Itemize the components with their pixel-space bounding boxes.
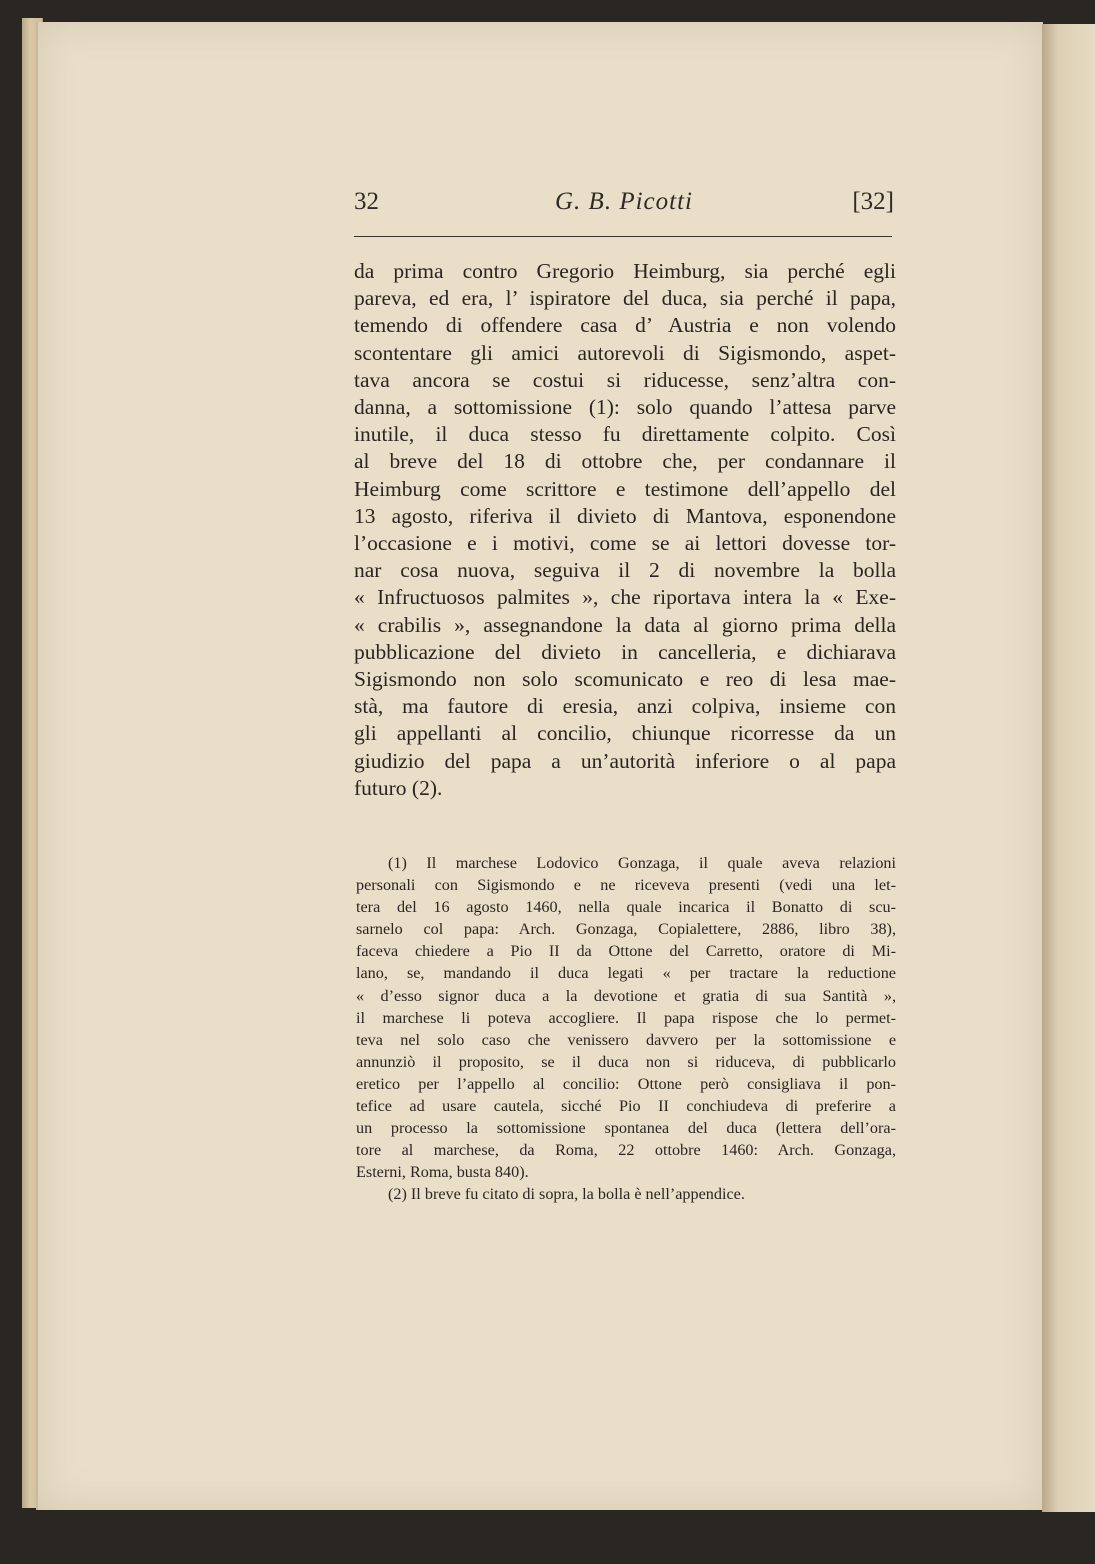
text-line: tava ancora se costui si riducesse, senz’altra con- [354,367,896,392]
footnote-line: personali con Sigismondo e ne riceveva presenti (vedi una let- [356,876,896,895]
footnote-1-start: (1) Il marchese Lodovico Gonzaga, il quale aveva relazioni [388,854,896,872]
main-text [354,258,896,802]
footnote-line: annunziò il proposito, se il duca non si riduceva, di pubblicarlo [356,1052,896,1071]
footnote-line: teva nel solo caso che venissero davvero per la sottomissione e [356,1030,896,1049]
text-line: danna, a sottomissione (1): solo quando l’attesa parve [354,395,896,420]
footnotes [356,852,896,1206]
footnote-line: Esterni, Roma, busta 840). [356,1163,529,1182]
footnote-line: un processo la sottomissione spontanea del duca (lettera dell’ora- [356,1119,896,1138]
page-header [354,188,894,228]
footnote-2: (2) Il breve fu citato di sopra, la bolla è nell’appendice. [388,1185,745,1204]
adjacent-page-edge [1042,24,1095,1512]
footnote-line: il marchese li poteva accogliere. Il papa rispose che lo permet- [356,1008,896,1027]
text-line: inutile, il duca stesso fu direttamente colpito. Così [354,422,896,447]
text-line: scontentare gli amici autorevoli di Sigismondo, aspet- [354,340,896,365]
page-number: 32 [354,188,379,215]
footnote-line: faceva chiedere a Pio II da Ottone del Carretto, oratore di Mi- [356,942,896,961]
text-line: giudizio del papa a un’autorità inferiore o al papa [354,748,896,773]
running-title: G. B. Picotti [555,188,693,215]
footnote-line: lano, se, mandando il duca legati « per tractare la reductione [356,964,896,983]
footnote-line: tefice ad usare cautela, sicché Pio II conchiudeva di preferire a [356,1097,896,1116]
footnote-line: eretico per l’appello al concilio: Ottone però consigliava il pon- [356,1074,896,1093]
text-line: Sigismondo non solo scomunicato e reo di lesa mae- [354,667,896,692]
text-line: « Infructuosos palmites », che riportava intera la « Exe- [354,585,896,610]
text-line: stà, ma fautore di eresia, anzi colpiva, insieme con [354,694,896,719]
header-rule [354,236,892,237]
text-line: nar cosa nuova, seguiva il 2 di novembre la bolla [354,558,896,583]
footnote-line: « d’esso signor duca a la devotione et gratia di sua Santità », [356,986,896,1005]
text-line: pareva, ed era, l’ ispiratore del duca, sia perché il papa, [354,286,896,311]
footnote-line: tera del 16 agosto 1460, nella quale incarica il Bonatto di scu- [356,898,896,917]
text-line: futuro (2). [354,775,443,800]
text-line: 13 agosto, riferiva il divieto di Mantova, esponendone [354,503,896,528]
text-line: « crabilis », assegnandone la data al giorno prima della [354,612,896,637]
bracketed-page-number: [32] [852,188,894,215]
text-line: al breve del 18 di ottobre che, per condannare il [354,449,896,474]
text-line: gli appellanti al concilio, chiunque ricorresse da un [354,721,896,746]
text-line: l’occasione e i motivi, come se ai lettori dovesse tor- [354,531,896,556]
text-line: da prima contro Gregorio Heimburg, sia perché egli [354,259,896,283]
text-line: pubblicazione del divieto in cancelleria, e dichiarava [354,639,896,664]
footnote-line: tore al marchese, da Roma, 22 ottobre 1460: Arch. Gonzaga, [356,1141,896,1160]
text-line: Heimburg come scrittore e testimone dell’appello del [354,476,896,501]
text-line: temendo di offendere casa d’ Austria e non volendo [354,313,896,338]
footnote-line: sarnelo col papa: Arch. Gonzaga, Copialettere, 2886, libro 38), [356,920,896,939]
